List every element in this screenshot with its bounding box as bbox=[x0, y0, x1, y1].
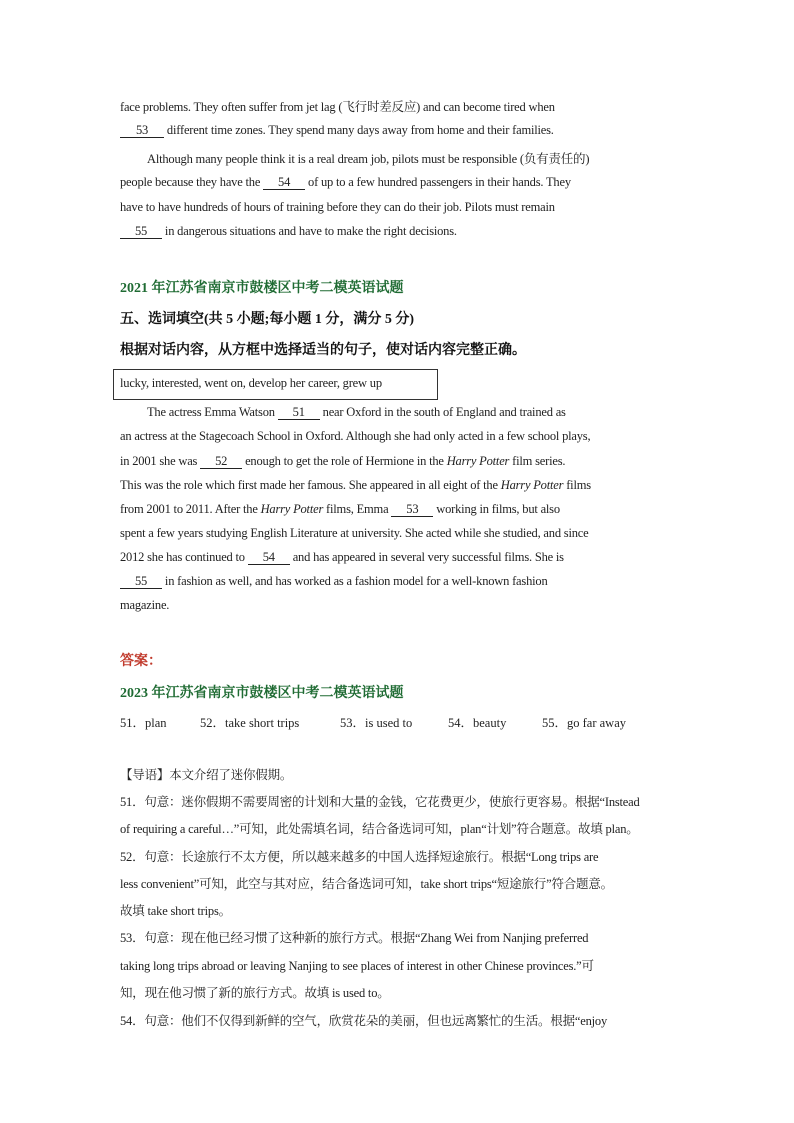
passage2-line6: spent a few years studying English Literature at university. She acted while she studied, and since bbox=[120, 526, 589, 540]
passage1-line5: have to have hundreds of hours of training before they can do their job. Pilots must remain bbox=[120, 200, 555, 214]
explain-52-line1: 52．句意：长途旅行不太方便，所以越来越多的中国人选择短途旅行。根据“Long trips are bbox=[120, 850, 599, 864]
answer-52: 52．take short trips bbox=[200, 716, 300, 730]
passage2-line4: This was the role which first made her famous. She appeared in all eight of the Harry Potter films bbox=[120, 478, 591, 492]
passage2-line1: The actress Emma Watson 51 near Oxford in the south of England and trained as bbox=[147, 405, 566, 419]
blank-54[interactable]: 54 bbox=[263, 176, 305, 190]
passage1-line4: people because they have the 54 of up to a few hundred passengers in their hands. They bbox=[120, 175, 571, 189]
section-instruction: 根据对话内容，从方框中选择适当的句子，使对话内容完整正确。 bbox=[120, 343, 526, 358]
passage1-line1: face problems. They often suffer from jet lag (飞行时差反应) and can become tired when bbox=[120, 100, 555, 114]
passage1-line2: 53 different time zones. They spend many days away from home and their families. bbox=[120, 123, 554, 138]
blank-53[interactable]: 53 bbox=[120, 124, 164, 138]
answer-55: 55．go far away bbox=[542, 716, 626, 730]
answer-53: 53．is used to bbox=[340, 716, 413, 730]
section-title: 2021 年江苏省南京市鼓楼区中考二模英语试题 bbox=[120, 281, 404, 296]
explain-52-line2: less convenient”可知，此空与其对应，结合备选词可知，take short trips“短途旅行”符合题意。 bbox=[120, 877, 613, 891]
word-box: lucky, interested, went on, develop her career, grew up bbox=[113, 369, 438, 400]
explain-53-line3: 知，现在他习惯了新的旅行方式。故填 is used to。 bbox=[120, 986, 390, 1000]
explain-52-line3: 故填 take short trips。 bbox=[120, 904, 231, 918]
passage1-line6: 55 in dangerous situations and have to make the right decisions. bbox=[120, 224, 457, 239]
passage2-line9: magazine. bbox=[120, 598, 170, 612]
passage2-line5: from 2001 to 2011. After the Harry Potter films, Emma 53 working in films, but also bbox=[120, 502, 560, 516]
blank-53b[interactable]: 53 bbox=[391, 503, 433, 517]
blank-54b[interactable]: 54 bbox=[248, 551, 290, 565]
answer-title: 2023 年江苏省南京市鼓楼区中考二模英语试题 bbox=[120, 686, 404, 701]
answer-51: 51．plan bbox=[120, 716, 167, 730]
section-subtitle: 五、选词填空(共 5 小题;每小题 1 分，满分 5 分) bbox=[120, 312, 414, 327]
passage1-line3: Although many people think it is a real dream job, pilots must be responsible (负有责任的) bbox=[147, 152, 590, 166]
blank-51[interactable]: 51 bbox=[278, 406, 320, 420]
passage2-line3: in 2001 she was 52 enough to get the role of Hermione in the Harry Potter film series. bbox=[120, 454, 566, 468]
guide-text: 【导语】本文介绍了迷你假期。 bbox=[120, 768, 293, 782]
passage2-line7: 2012 she has continued to 54 and has appeared in several very successful films. She is bbox=[120, 550, 564, 564]
answer-54: 54．beauty bbox=[448, 716, 507, 730]
passage2-line2: an actress at the Stagecoach School in Oxford. Although she had only acted in a few school plays, bbox=[120, 429, 591, 443]
blank-52[interactable]: 52 bbox=[200, 455, 242, 469]
explain-53-line1: 53．句意：现在他已经习惯了这种新的旅行方式。根据“Zhang Wei from Nanjing preferred bbox=[120, 931, 589, 945]
explain-54-line1: 54．句意：他们不仅得到新鲜的空气，欣赏花朵的美丽，但也远离繁忙的生活。根据“enjoy bbox=[120, 1014, 608, 1028]
passage2-line8: 55 in fashion as well, and has worked as a fashion model for a well-known fashion bbox=[120, 574, 548, 589]
blank-55[interactable]: 55 bbox=[120, 225, 162, 239]
blank-55b[interactable]: 55 bbox=[120, 575, 162, 589]
explain-51-line2: of requiring a careful…”可知，此处需填名词，结合备选词可知，plan“计划”符合题意。故填 plan。 bbox=[120, 822, 639, 836]
explain-53-line2: taking long trips abroad or leaving Nanjing to see places of interest in other Chinese provinces.”可 bbox=[120, 959, 594, 973]
answer-label: 答案： bbox=[120, 654, 162, 669]
explain-51-line1: 51．句意：迷你假期不需要周密的计划和大量的金钱，它花费更少，使旅行更容易。根据“Instead bbox=[120, 795, 640, 809]
